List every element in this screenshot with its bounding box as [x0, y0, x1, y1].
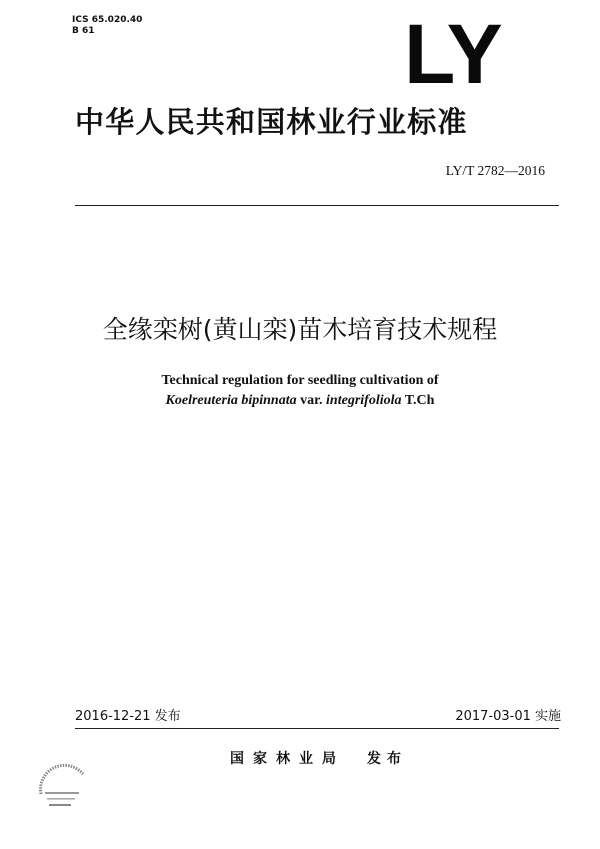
- publish-label: 发布: [367, 751, 407, 767]
- standard-type-heading: 中华人民共和国林业行业标准: [75, 105, 468, 139]
- ics-code: ICS 65.020.40: [72, 15, 143, 25]
- var-label: var.: [296, 393, 327, 408]
- document-title-chinese: 全缘栾树(黄山栾)苗木培育技术规程: [102, 315, 498, 344]
- ics-classification: [72, 15, 142, 37]
- top-divider: [75, 205, 559, 206]
- species-name: Koelreuteria bipinnata: [165, 393, 297, 408]
- variety-name: integrifoliola: [326, 393, 402, 408]
- document-title-english: [0, 371, 600, 411]
- ly-logo: LY: [404, 7, 502, 101]
- seal-stamp-icon: [33, 758, 93, 818]
- bottom-divider: [75, 728, 559, 729]
- issue-date: 2016-12-21 发布: [75, 709, 181, 724]
- standard-number: LY/T 2782—2016: [445, 163, 545, 178]
- title-english-line2: [0, 391, 600, 411]
- publisher-line: [230, 749, 407, 769]
- ccs-code: B 61: [72, 26, 95, 36]
- title-english-line1: Technical regulation for seedling cultivation of: [161, 373, 439, 388]
- publisher-name: 国家林业局: [230, 751, 345, 767]
- author-abbrev: T.Ch: [401, 393, 435, 408]
- implementation-date: 2017-03-01 实施: [455, 709, 561, 724]
